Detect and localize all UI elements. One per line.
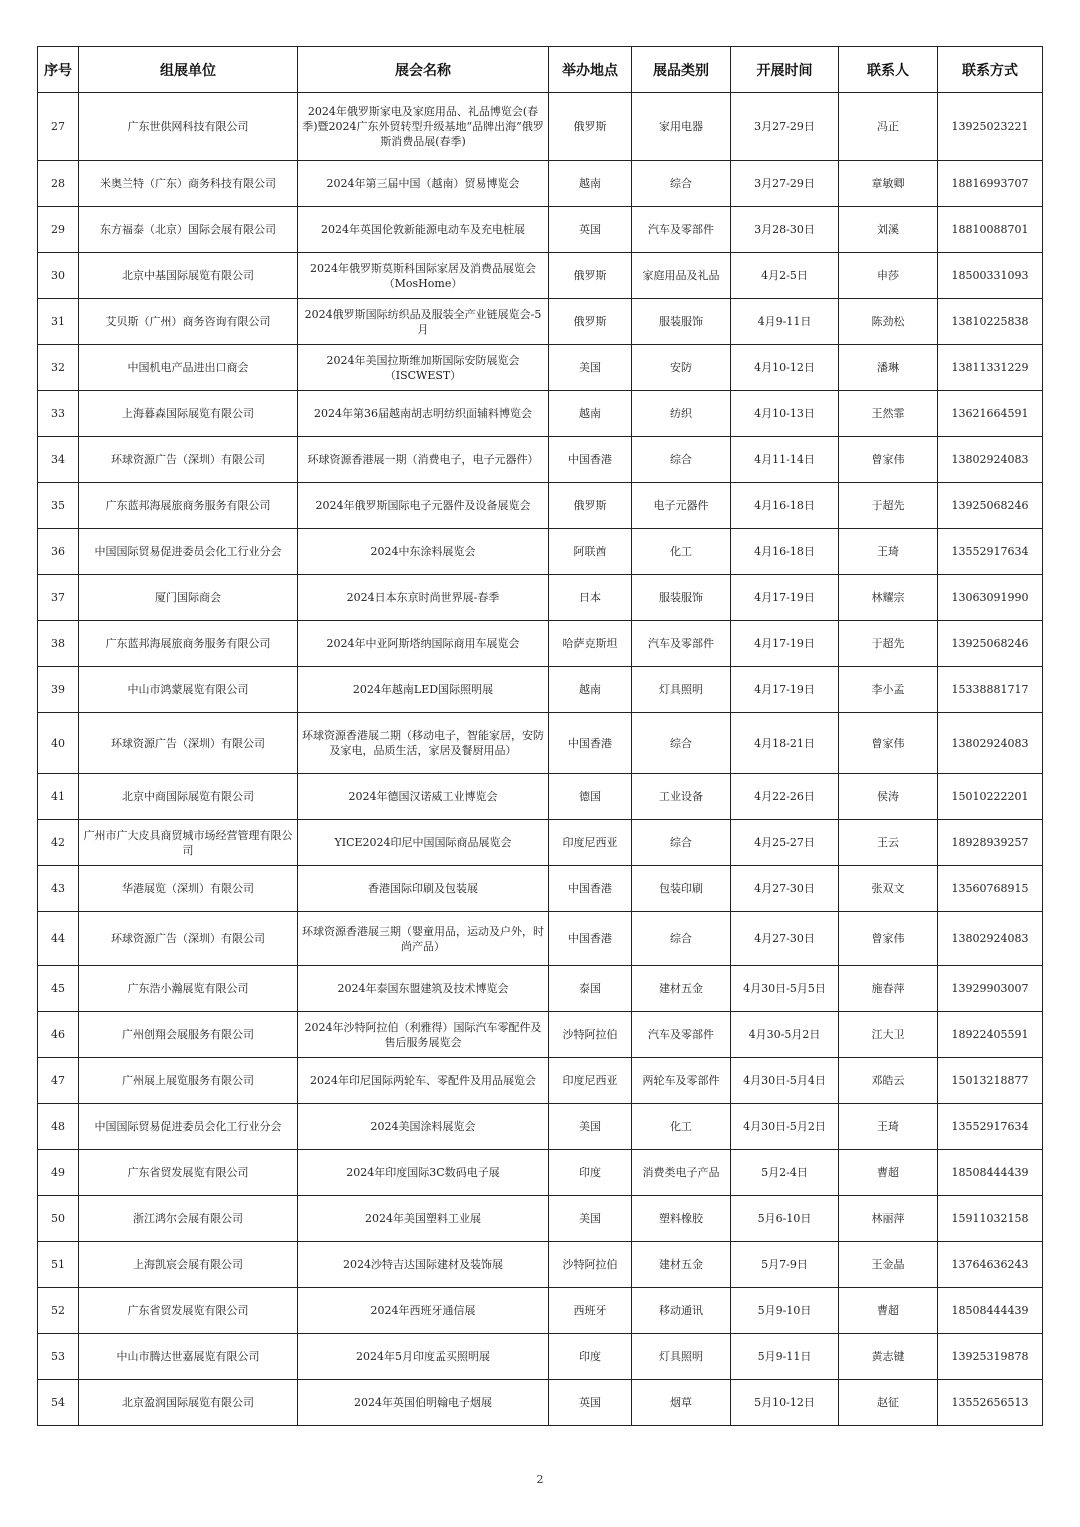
cell-no: 41	[38, 774, 79, 820]
cell-date: 4月17-19日	[731, 621, 839, 667]
cell-location: 越南	[549, 161, 632, 207]
cell-location: 英国	[549, 207, 632, 253]
cell-organizer: 北京盈润国际展览有限公司	[79, 1380, 298, 1426]
cell-date: 4月30日-5月4日	[731, 1058, 839, 1104]
cell-exhibition-name: 2024年俄罗斯家电及家庭用品、礼品博览会(春季)暨2024广东外贸转型升级基地“品牌出海”俄罗斯消费品展(春季)	[298, 93, 549, 161]
cell-category: 灯具照明	[632, 667, 731, 713]
cell-phone: 13929903007	[938, 966, 1043, 1012]
cell-category: 消费类电子产品	[632, 1150, 731, 1196]
cell-phone: 18500331093	[938, 253, 1043, 299]
cell-location: 俄罗斯	[549, 253, 632, 299]
cell-exhibition-name: 2024年第三届中国（越南）贸易博览会	[298, 161, 549, 207]
cell-location: 印度	[549, 1334, 632, 1380]
cell-phone: 13802924083	[938, 713, 1043, 774]
table-body	[38, 93, 1043, 1426]
cell-exhibition-name: 2024沙特吉达国际建材及装饰展	[298, 1242, 549, 1288]
cell-no: 27	[38, 93, 79, 161]
table-row	[38, 966, 1043, 1012]
cell-contact: 江大卫	[839, 1012, 938, 1058]
table-row	[38, 1288, 1043, 1334]
cell-date: 5月2-4日	[731, 1150, 839, 1196]
cell-organizer: 中国国际贸易促进委员会化工行业分会	[79, 529, 298, 575]
cell-category: 塑料橡胶	[632, 1196, 731, 1242]
cell-exhibition-name: 香港国际印刷及包装展	[298, 866, 549, 912]
cell-contact: 曾家伟	[839, 713, 938, 774]
table-row	[38, 391, 1043, 437]
table-row	[38, 1150, 1043, 1196]
table-row	[38, 437, 1043, 483]
cell-date: 4月30日-5月5日	[731, 966, 839, 1012]
cell-contact: 刘溪	[839, 207, 938, 253]
cell-no: 51	[38, 1242, 79, 1288]
cell-category: 家用电器	[632, 93, 731, 161]
cell-phone: 13925068246	[938, 621, 1043, 667]
cell-phone: 13925319878	[938, 1334, 1043, 1380]
cell-location: 中国香港	[549, 437, 632, 483]
cell-no: 40	[38, 713, 79, 774]
cell-organizer: 广东浩小瀚展览有限公司	[79, 966, 298, 1012]
cell-category: 建材五金	[632, 966, 731, 1012]
table-row	[38, 253, 1043, 299]
header-organizer: 组展单位	[79, 47, 298, 93]
cell-contact: 曾家伟	[839, 437, 938, 483]
cell-location: 德国	[549, 774, 632, 820]
cell-exhibition-name: 2024年第36届越南胡志明纺织面辅料博览会	[298, 391, 549, 437]
cell-location: 俄罗斯	[549, 299, 632, 345]
cell-date: 5月9-10日	[731, 1288, 839, 1334]
cell-phone: 13552917634	[938, 529, 1043, 575]
cell-organizer: 广东蓝邦海展旅商务服务有限公司	[79, 621, 298, 667]
cell-contact: 陈劲松	[839, 299, 938, 345]
cell-organizer: 环球资源广告（深圳）有限公司	[79, 437, 298, 483]
cell-no: 35	[38, 483, 79, 529]
cell-location: 沙特阿拉伯	[549, 1242, 632, 1288]
cell-exhibition-name: 2024中东涂料展览会	[298, 529, 549, 575]
cell-organizer: 中国机电产品进出口商会	[79, 345, 298, 391]
cell-category: 电子元器件	[632, 483, 731, 529]
cell-contact: 王琦	[839, 1104, 938, 1150]
cell-no: 37	[38, 575, 79, 621]
document-page	[37, 46, 1042, 1426]
cell-location: 沙特阿拉伯	[549, 1012, 632, 1058]
cell-date: 4月16-18日	[731, 529, 839, 575]
table-row	[38, 1012, 1043, 1058]
cell-no: 50	[38, 1196, 79, 1242]
table-row	[38, 820, 1043, 866]
cell-date: 4月11-14日	[731, 437, 839, 483]
cell-exhibition-name: 2024美国涂料展览会	[298, 1104, 549, 1150]
cell-category: 服装服饰	[632, 299, 731, 345]
cell-date: 3月27-29日	[731, 161, 839, 207]
cell-no: 42	[38, 820, 79, 866]
cell-phone: 13925068246	[938, 483, 1043, 529]
cell-location: 中国香港	[549, 866, 632, 912]
cell-exhibition-name: 2024年德国汉诺威工业博览会	[298, 774, 549, 820]
cell-date: 4月18-21日	[731, 713, 839, 774]
header-no: 序号	[38, 47, 79, 93]
cell-exhibition-name: 2024年沙特阿拉伯（利雅得）国际汽车零配件及售后服务展览会	[298, 1012, 549, 1058]
cell-contact: 邓皓云	[839, 1058, 938, 1104]
cell-contact: 章敏卿	[839, 161, 938, 207]
cell-no: 48	[38, 1104, 79, 1150]
table-row	[38, 207, 1043, 253]
cell-no: 28	[38, 161, 79, 207]
cell-phone: 18928939257	[938, 820, 1043, 866]
cell-no: 53	[38, 1334, 79, 1380]
cell-no: 29	[38, 207, 79, 253]
cell-exhibition-name: 2024年印度国际3C数码电子展	[298, 1150, 549, 1196]
table-row	[38, 575, 1043, 621]
page-number: 2	[536, 1473, 544, 1486]
cell-date: 5月10-12日	[731, 1380, 839, 1426]
cell-contact: 林耀宗	[839, 575, 938, 621]
table-row	[38, 529, 1043, 575]
cell-contact: 黄志键	[839, 1334, 938, 1380]
cell-date: 3月27-29日	[731, 93, 839, 161]
cell-phone: 13552656513	[938, 1380, 1043, 1426]
cell-contact: 张双文	[839, 866, 938, 912]
cell-organizer: 中山市鸿蒙展览有限公司	[79, 667, 298, 713]
cell-no: 38	[38, 621, 79, 667]
cell-phone: 13063091990	[938, 575, 1043, 621]
cell-location: 印度尼西亚	[549, 820, 632, 866]
header-location: 举办地点	[549, 47, 632, 93]
cell-location: 俄罗斯	[549, 93, 632, 161]
cell-location: 哈萨克斯坦	[549, 621, 632, 667]
cell-contact: 林丽萍	[839, 1196, 938, 1242]
table-row	[38, 93, 1043, 161]
cell-contact: 于超先	[839, 483, 938, 529]
cell-location: 日本	[549, 575, 632, 621]
cell-no: 33	[38, 391, 79, 437]
cell-phone: 13621664591	[938, 391, 1043, 437]
cell-contact: 赵征	[839, 1380, 938, 1426]
cell-exhibition-name: 2024年西班牙通信展	[298, 1288, 549, 1334]
cell-category: 烟草	[632, 1380, 731, 1426]
cell-organizer: 上海凯宸会展有限公司	[79, 1242, 298, 1288]
cell-no: 30	[38, 253, 79, 299]
cell-organizer: 广州市广大皮具商贸城市场经营管理有限公司	[79, 820, 298, 866]
cell-date: 5月9-11日	[731, 1334, 839, 1380]
cell-contact: 王云	[839, 820, 938, 866]
cell-exhibition-name: 环球资源香港展三期（婴童用品，运动及户外，时尚产品）	[298, 912, 549, 966]
cell-category: 两轮车及零部件	[632, 1058, 731, 1104]
cell-date: 4月30日-5月2日	[731, 1104, 839, 1150]
table-header-row	[38, 47, 1043, 93]
table-row	[38, 621, 1043, 667]
cell-no: 45	[38, 966, 79, 1012]
cell-exhibition-name: 2024年印尼国际两轮车、零配件及用品展览会	[298, 1058, 549, 1104]
cell-category: 综合	[632, 820, 731, 866]
table-row	[38, 713, 1043, 774]
cell-organizer: 环球资源广告（深圳）有限公司	[79, 912, 298, 966]
table-row	[38, 866, 1043, 912]
cell-category: 建材五金	[632, 1242, 731, 1288]
cell-exhibition-name: 2024年泰国东盟建筑及技术博览会	[298, 966, 549, 1012]
cell-exhibition-name: 2024年越南LED国际照明展	[298, 667, 549, 713]
cell-location: 越南	[549, 391, 632, 437]
cell-category: 纺织	[632, 391, 731, 437]
cell-exhibition-name: 2024年英国伯明翰电子烟展	[298, 1380, 549, 1426]
cell-organizer: 东方福泰（北京）国际会展有限公司	[79, 207, 298, 253]
cell-contact: 曹超	[839, 1150, 938, 1196]
table-row	[38, 1242, 1043, 1288]
cell-date: 4月9-11日	[731, 299, 839, 345]
cell-category: 化工	[632, 1104, 731, 1150]
cell-category: 汽车及零部件	[632, 1012, 731, 1058]
cell-date: 4月10-12日	[731, 345, 839, 391]
cell-category: 综合	[632, 161, 731, 207]
cell-exhibition-name: 2024年俄罗斯国际电子元器件及设备展览会	[298, 483, 549, 529]
cell-phone: 13802924083	[938, 437, 1043, 483]
cell-phone: 15338881717	[938, 667, 1043, 713]
cell-organizer: 北京中基国际展览有限公司	[79, 253, 298, 299]
cell-contact: 李小孟	[839, 667, 938, 713]
cell-organizer: 广州展上展览服务有限公司	[79, 1058, 298, 1104]
cell-no: 44	[38, 912, 79, 966]
cell-organizer: 广东世供网科技有限公司	[79, 93, 298, 161]
cell-date: 3月28-30日	[731, 207, 839, 253]
cell-category: 综合	[632, 713, 731, 774]
table-row	[38, 912, 1043, 966]
cell-phone: 13802924083	[938, 912, 1043, 966]
table-row	[38, 1334, 1043, 1380]
cell-location: 阿联酋	[549, 529, 632, 575]
header-contact: 联系人	[839, 47, 938, 93]
cell-date: 4月27-30日	[731, 912, 839, 966]
cell-date: 4月22-26日	[731, 774, 839, 820]
cell-date: 4月10-13日	[731, 391, 839, 437]
cell-category: 化工	[632, 529, 731, 575]
table-row	[38, 774, 1043, 820]
cell-phone: 15010222201	[938, 774, 1043, 820]
cell-category: 综合	[632, 437, 731, 483]
cell-no: 36	[38, 529, 79, 575]
cell-location: 西班牙	[549, 1288, 632, 1334]
exhibition-table	[37, 46, 1043, 1426]
cell-location: 美国	[549, 345, 632, 391]
cell-exhibition-name: 2024年5月印度孟买照明展	[298, 1334, 549, 1380]
cell-location: 中国香港	[549, 912, 632, 966]
header-phone: 联系方式	[938, 47, 1043, 93]
cell-no: 52	[38, 1288, 79, 1334]
cell-exhibition-name: YICE2024印尼中国国际商品展览会	[298, 820, 549, 866]
cell-date: 4月30-5月2日	[731, 1012, 839, 1058]
table-row	[38, 161, 1043, 207]
cell-phone: 13810225838	[938, 299, 1043, 345]
cell-exhibition-name: 环球资源香港展二期（移动电子，智能家居，安防及家电，品质生活，家居及餐厨用品）	[298, 713, 549, 774]
cell-location: 美国	[549, 1104, 632, 1150]
cell-phone: 13552917634	[938, 1104, 1043, 1150]
cell-no: 31	[38, 299, 79, 345]
cell-contact: 王琦	[839, 529, 938, 575]
cell-exhibition-name: 2024年英国伦敦新能源电动车及充电桩展	[298, 207, 549, 253]
cell-exhibition-name: 环球资源香港展一期（消费电子，电子元器件）	[298, 437, 549, 483]
cell-organizer: 上海暮森国际展览有限公司	[79, 391, 298, 437]
cell-phone: 18810088701	[938, 207, 1043, 253]
cell-date: 4月17-19日	[731, 575, 839, 621]
cell-organizer: 北京中商国际展览有限公司	[79, 774, 298, 820]
cell-location: 俄罗斯	[549, 483, 632, 529]
header-exhibition-name: 展会名称	[298, 47, 549, 93]
cell-date: 4月16-18日	[731, 483, 839, 529]
cell-no: 49	[38, 1150, 79, 1196]
table-row	[38, 299, 1043, 345]
cell-exhibition-name: 2024年美国塑料工业展	[298, 1196, 549, 1242]
cell-location: 印度	[549, 1150, 632, 1196]
cell-phone: 15911032158	[938, 1196, 1043, 1242]
header-date: 开展时间	[731, 47, 839, 93]
cell-contact: 于超先	[839, 621, 938, 667]
cell-category: 家庭用品及礼品	[632, 253, 731, 299]
cell-no: 43	[38, 866, 79, 912]
cell-phone: 13560768915	[938, 866, 1043, 912]
cell-no: 54	[38, 1380, 79, 1426]
cell-organizer: 广东省贸发展览有限公司	[79, 1288, 298, 1334]
cell-category: 包装印刷	[632, 866, 731, 912]
cell-contact: 王金晶	[839, 1242, 938, 1288]
cell-exhibition-name: 2024年中亚阿斯塔纳国际商用车展览会	[298, 621, 549, 667]
cell-date: 4月25-27日	[731, 820, 839, 866]
cell-category: 灯具照明	[632, 1334, 731, 1380]
cell-category: 工业设备	[632, 774, 731, 820]
cell-no: 39	[38, 667, 79, 713]
cell-location: 印度尼西亚	[549, 1058, 632, 1104]
cell-category: 汽车及零部件	[632, 207, 731, 253]
cell-no: 32	[38, 345, 79, 391]
cell-no: 46	[38, 1012, 79, 1058]
cell-contact: 侯涛	[839, 774, 938, 820]
table-row	[38, 1058, 1043, 1104]
header-category: 展品类别	[632, 47, 731, 93]
cell-phone: 18508444439	[938, 1288, 1043, 1334]
cell-location: 美国	[549, 1196, 632, 1242]
cell-contact: 冯正	[839, 93, 938, 161]
cell-organizer: 中山市腾达世嘉展览有限公司	[79, 1334, 298, 1380]
cell-organizer: 中国国际贸易促进委员会化工行业分会	[79, 1104, 298, 1150]
cell-category: 移动通讯	[632, 1288, 731, 1334]
cell-contact: 曾家伟	[839, 912, 938, 966]
cell-contact: 曹超	[839, 1288, 938, 1334]
cell-date: 5月7-9日	[731, 1242, 839, 1288]
cell-organizer: 米奥兰特（广东）商务科技有限公司	[79, 161, 298, 207]
cell-contact: 施春萍	[839, 966, 938, 1012]
cell-phone: 13811331229	[938, 345, 1043, 391]
cell-phone: 18508444439	[938, 1150, 1043, 1196]
cell-phone: 15013218877	[938, 1058, 1043, 1104]
cell-category: 服装服饰	[632, 575, 731, 621]
table-row	[38, 1380, 1043, 1426]
cell-category: 综合	[632, 912, 731, 966]
table-row	[38, 1196, 1043, 1242]
cell-no: 34	[38, 437, 79, 483]
table-row	[38, 345, 1043, 391]
cell-organizer: 厦门国际商会	[79, 575, 298, 621]
cell-organizer: 华港展览（深圳）有限公司	[79, 866, 298, 912]
cell-location: 英国	[549, 1380, 632, 1426]
cell-organizer: 浙江鸿尔会展有限公司	[79, 1196, 298, 1242]
cell-phone: 13764636243	[938, 1242, 1043, 1288]
cell-contact: 申莎	[839, 253, 938, 299]
cell-contact: 潘琳	[839, 345, 938, 391]
cell-exhibition-name: 2024日本东京时尚世界展-春季	[298, 575, 549, 621]
cell-exhibition-name: 2024俄罗斯国际纺织品及服装全产业链展览会-5月	[298, 299, 549, 345]
cell-date: 4月27-30日	[731, 866, 839, 912]
cell-contact: 王然霏	[839, 391, 938, 437]
cell-organizer: 广东省贸发展览有限公司	[79, 1150, 298, 1196]
cell-no: 47	[38, 1058, 79, 1104]
cell-organizer: 艾贝斯（广州）商务咨询有限公司	[79, 299, 298, 345]
table-row	[38, 483, 1043, 529]
cell-phone: 13925023221	[938, 93, 1043, 161]
cell-category: 安防	[632, 345, 731, 391]
cell-date: 4月2-5日	[731, 253, 839, 299]
table-row	[38, 1104, 1043, 1150]
cell-phone: 18816993707	[938, 161, 1043, 207]
cell-date: 5月6-10日	[731, 1196, 839, 1242]
cell-location: 泰国	[549, 966, 632, 1012]
cell-organizer: 广东蓝邦海展旅商务服务有限公司	[79, 483, 298, 529]
cell-location: 越南	[549, 667, 632, 713]
cell-organizer: 环球资源广告（深圳）有限公司	[79, 713, 298, 774]
cell-date: 4月17-19日	[731, 667, 839, 713]
cell-category: 汽车及零部件	[632, 621, 731, 667]
cell-exhibition-name: 2024年美国拉斯维加斯国际安防展览会（ISCWEST）	[298, 345, 549, 391]
cell-exhibition-name: 2024年俄罗斯莫斯科国际家居及消费品展览会（MosHome）	[298, 253, 549, 299]
cell-organizer: 广州创翔会展服务有限公司	[79, 1012, 298, 1058]
cell-location: 中国香港	[549, 713, 632, 774]
table-row	[38, 667, 1043, 713]
cell-phone: 18922405591	[938, 1012, 1043, 1058]
